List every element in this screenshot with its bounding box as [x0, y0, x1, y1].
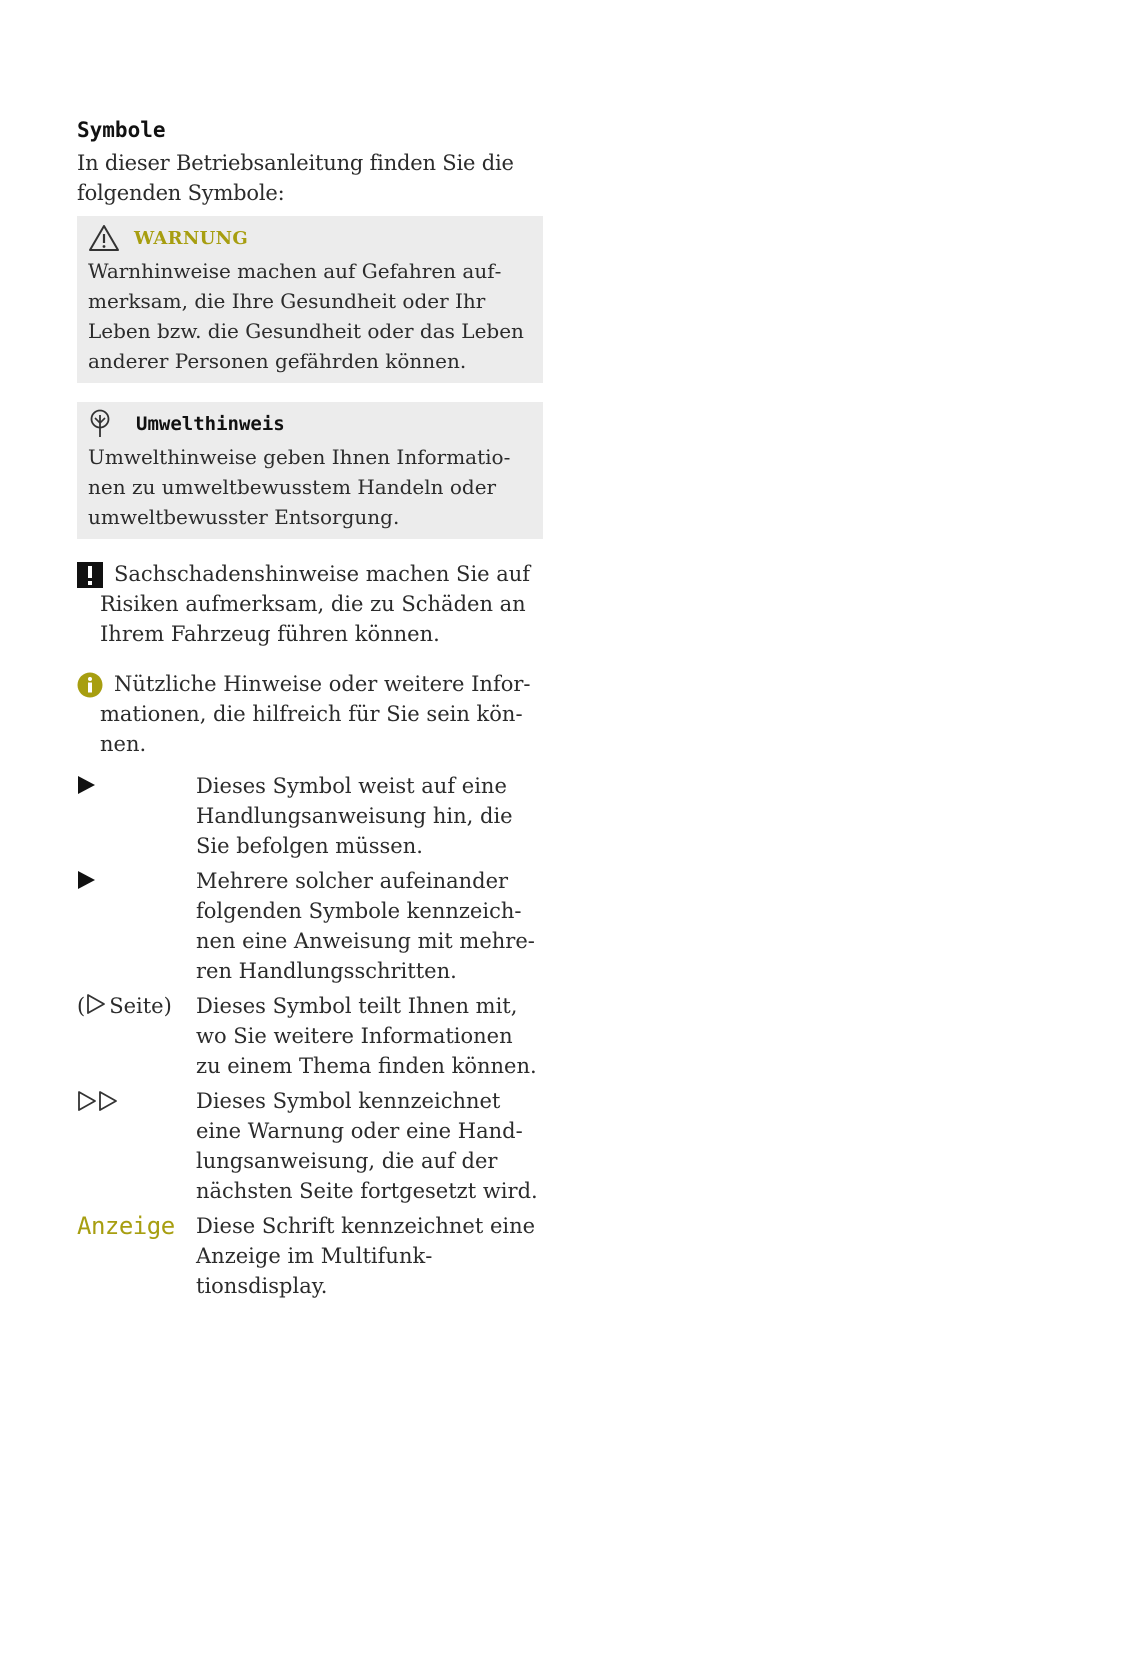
play-arrow-icon: [77, 866, 196, 986]
page-reference-term: ( Seite): [77, 994, 172, 1018]
definition-text: Dieses Symbol kennzeichnet eine Warnung oder eine Handlungsanweisung, die auf der nächsten Seite fortgesetzt wird.: [196, 1089, 538, 1203]
info-text: Nützliche Hinweise oder weitere Informationen, die hilfreich für Sie sein können.: [100, 672, 531, 756]
property-damage-note: [77, 559, 543, 649]
definition-text: Dieses Symbol weist auf eine Handlungsanweisung hin, die Sie befolgen müssen.: [196, 774, 513, 858]
definition-row: [77, 1086, 543, 1206]
definition-row: [77, 771, 543, 861]
warning-box: [77, 216, 543, 383]
definition-text: Mehrere solcher aufeinander folgenden Symbole kennzeichnen eine Anweisung mit mehreren Handlungsschritten.: [196, 869, 535, 983]
environment-title: Umwelthinweis: [136, 413, 285, 435]
exclamation-icon: [77, 562, 103, 588]
intro-text: In dieser Betriebsanleitung finden Sie die folgenden Symbole:: [77, 151, 514, 205]
tree-icon: [88, 409, 122, 439]
definition-row: [77, 991, 543, 1081]
info-note: [77, 669, 543, 759]
symbols-section: [77, 118, 543, 1306]
symbol-definitions: [77, 771, 543, 1301]
warning-triangle-icon: [88, 223, 122, 253]
property-damage-text: Sachschadenshinweise machen Sie auf Risiken aufmerksam, die zu Schäden an Ihrem Fahrzeug führen können.: [100, 562, 531, 646]
definition-text: Dieses Symbol teilt Ihnen mit, wo Sie weitere Informationen zu einem Thema finden können.: [196, 994, 537, 1078]
warning-text: Warnhinweise machen auf Gefahren aufmerksam, die Ihre Gesundheit oder Ihr Leben bzw. die Gesundheit oder das Leben anderer Personen gefährden können.: [88, 259, 524, 373]
display-font-term: Anzeige: [77, 1212, 175, 1240]
definition-text: Diese Schrift kennzeichnet eine Anzeige im Multifunktionsdisplay.: [196, 1214, 536, 1298]
section-heading: Symbole: [77, 118, 166, 142]
page-reference-label: Seite): [109, 994, 172, 1018]
double-outline-arrow-icon: [77, 1086, 196, 1206]
play-arrow-icon: [77, 771, 196, 861]
definition-row: [77, 866, 543, 986]
outline-arrow-icon: [85, 993, 109, 1013]
definition-row: [77, 1211, 543, 1301]
warning-title: WARNUNG: [134, 227, 249, 249]
environment-box: [77, 402, 543, 539]
info-icon: [77, 672, 103, 698]
environment-text: Umwelthinweise geben Ihnen Informationen zu umweltbewusstem Handeln oder umweltbewusster Entsorgung.: [88, 445, 511, 529]
